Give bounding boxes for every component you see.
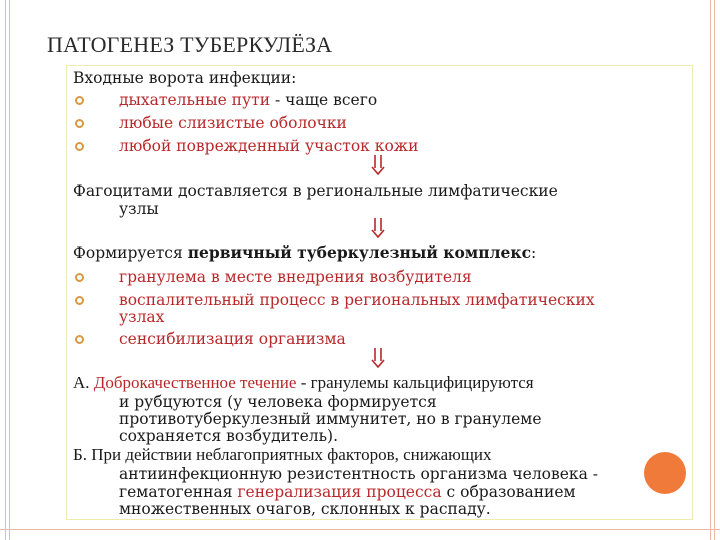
complex-item: воспалительный процесс в региональных лимфатических <box>119 291 595 309</box>
slide-title: ПАТОГЕНЕЗ ТУБЕРКУЛЁЗА <box>47 32 333 57</box>
phago-line: Фагоцитами доставляется в региональные лимфатические <box>73 182 558 200</box>
outcome-b-line: Б. При действии неблагоприятных факторов, снижающих <box>73 445 492 464</box>
outcome-b-line: гематогенная генерализация процесса с образованием <box>119 483 576 501</box>
entry-item: дыхательные пути - чаще всего <box>119 91 378 109</box>
double-down-arrow-icon <box>371 218 385 238</box>
outcome-a-line: А. Доброкачественное течение - гранулемы кальцифицируются <box>73 373 534 392</box>
ring-bullet-icon <box>75 96 84 105</box>
double-down-arrow-icon <box>371 348 385 368</box>
entry-item: любой поврежденный участок кожи <box>119 137 419 155</box>
entry-item: любые слизистые оболочки <box>119 114 347 132</box>
entry-heading: Входные ворота инфекции: <box>73 69 297 87</box>
frame-line <box>9 0 10 540</box>
outcome-a-line: и рубцуются (у человека формируется <box>119 393 437 411</box>
complex-item: сенсибилизация организма <box>119 330 346 348</box>
outcome-b-line: антиинфекционную резистентность организма человека - <box>119 465 599 483</box>
ring-bullet-icon <box>75 273 84 282</box>
ring-bullet-icon <box>75 296 84 305</box>
ring-bullet-icon <box>75 142 84 151</box>
complex-heading: Формируется первичный туберкулезный комплекс: <box>73 243 537 262</box>
frame-line <box>0 529 720 530</box>
decorative-circle <box>644 452 686 494</box>
outcome-a-line: противотуберкулезный иммунитет, но в гранулеме <box>119 410 542 428</box>
complex-item: узлах <box>119 308 165 326</box>
ring-bullet-icon <box>75 335 84 344</box>
frame-line <box>714 0 715 540</box>
outcome-a-line: сохраняется возбудитель). <box>119 427 339 445</box>
double-down-arrow-icon <box>371 155 385 175</box>
frame-line <box>710 0 711 540</box>
ring-bullet-icon <box>75 119 84 128</box>
complex-item: гранулема в месте внедрения возбудителя <box>119 268 472 286</box>
phago-line: узлы <box>119 200 159 218</box>
frame-line <box>5 0 6 540</box>
outcome-b-line: множественных очагов, склонных к распаду. <box>119 500 491 518</box>
